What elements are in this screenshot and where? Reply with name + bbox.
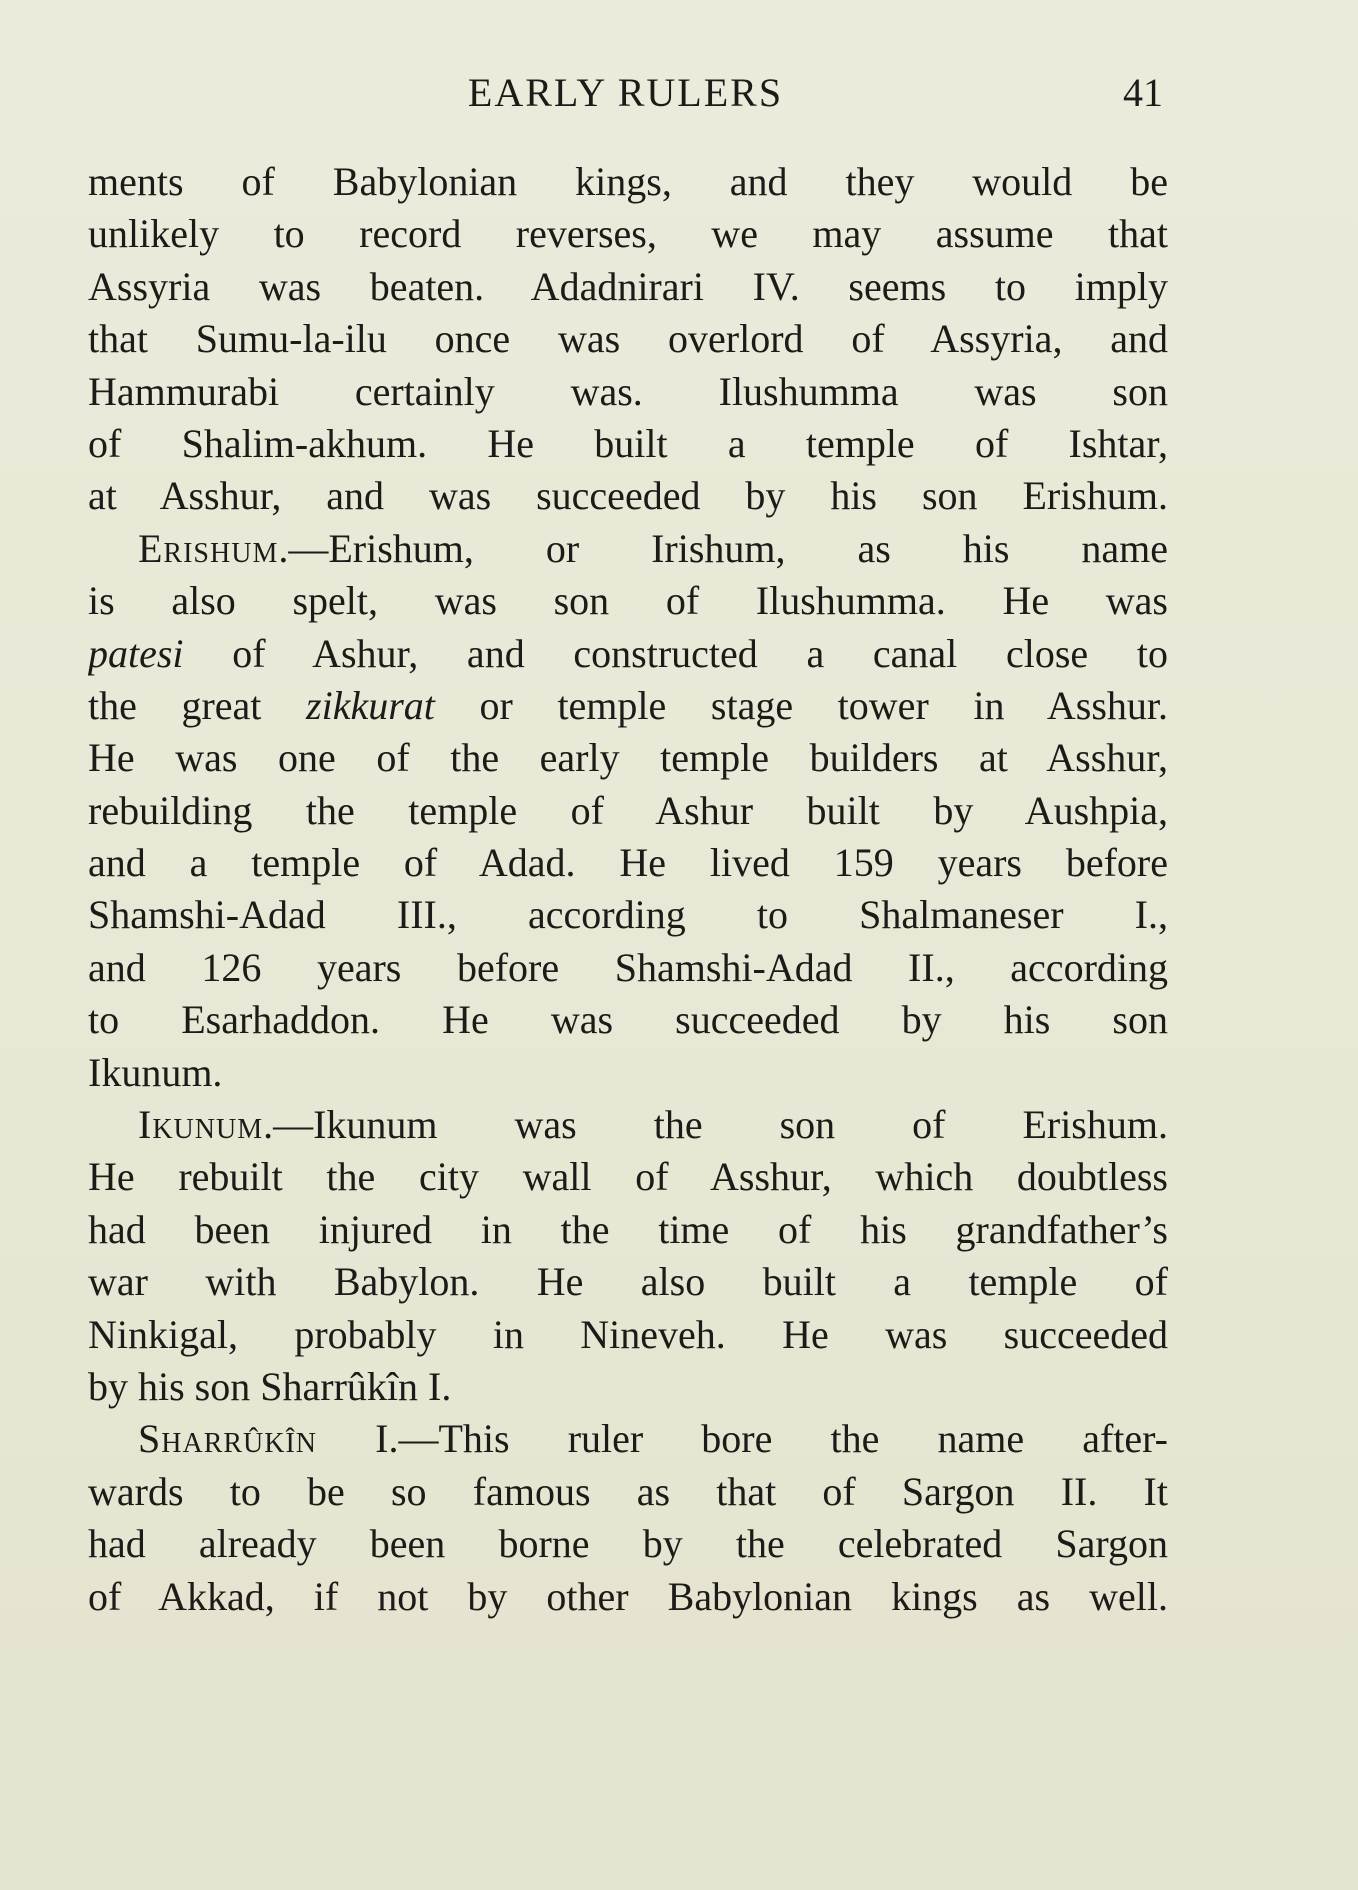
italic-term: patesi: [88, 630, 184, 676]
text-line: patesi of Ashur, and constructed a canal close to: [88, 630, 1168, 676]
section-heading: Sharrûkîn: [138, 1416, 318, 1462]
text-line: Shamshi-Adad III., according to Shalmaneser I.,: [88, 892, 1168, 938]
body-text: [88, 156, 1168, 1623]
section-heading: Ikunum: [138, 1102, 264, 1148]
text-line: unlikely to record reverses, we may assume that: [88, 211, 1168, 257]
running-title: EARLY RULERS: [467, 70, 784, 115]
text-line: the great zikkurat or temple stage tower in Asshur.: [88, 682, 1168, 728]
section-heading: Erishum: [138, 525, 279, 571]
text-line: He was one of the early temple builders at Asshur,: [88, 735, 1168, 781]
text-line: rebuilding the temple of Ashur built by Aushpia,: [88, 787, 1168, 833]
text-line: had been injured in the time of his grandfather’s: [88, 1206, 1168, 1252]
text-line: and 126 years before Shamshi-Adad II., according: [88, 944, 1168, 990]
text-line: that Sumu-la-ilu once was overlord of Assyria, and: [88, 316, 1168, 362]
text-line: by his son Sharrûkîn I.: [88, 1363, 452, 1409]
text-line: ments of Babylonian kings, and they would be: [88, 159, 1168, 204]
text-line: of Shalim-akhum. He built a temple of Ishtar,: [88, 420, 1168, 466]
running-header: [88, 68, 1163, 118]
text-line: of Akkad, if not by other Babylonian kings as well.: [88, 1573, 1168, 1619]
text-line: had already been borne by the celebrated Sargon: [88, 1521, 1168, 1567]
text-line: wards to be so famous as that of Sargon II. It: [88, 1468, 1168, 1514]
text-line: to Esarhaddon. He was succeeded by his son: [88, 997, 1168, 1043]
text-line: and a temple of Adad. He lived 159 years before: [88, 840, 1168, 886]
page-number: 41: [1123, 70, 1163, 115]
italic-term: zikkurat: [306, 682, 435, 728]
text-line: Ikunum.: [88, 1049, 223, 1095]
text-line: He rebuilt the city wall of Asshur, which doubtless: [88, 1154, 1168, 1200]
section-heading-line: Sharrûkîn I.—This ruler bore the name after-: [138, 1416, 1168, 1462]
text-line: at Asshur, and was succeeded by his son Erishum.: [88, 473, 1168, 519]
text-line: war with Babylon. He also built a temple of: [88, 1259, 1168, 1305]
section-heading-line: Ikunum.—Ikunum was the son of Erishum.: [138, 1102, 1168, 1148]
text-line: is also spelt, was son of Ilushumma. He was: [88, 578, 1168, 624]
text-line: Hammurabi certainly was. Ilushumma was son: [88, 368, 1168, 414]
section-heading-line: Erishum.—Erishum, or Irishum, as his name: [138, 525, 1168, 571]
text-line: Ninkigal, probably in Nineveh. He was succeeded: [88, 1311, 1168, 1357]
text-line: Assyria was beaten. Adadnirari IV. seems to imply: [88, 263, 1168, 309]
